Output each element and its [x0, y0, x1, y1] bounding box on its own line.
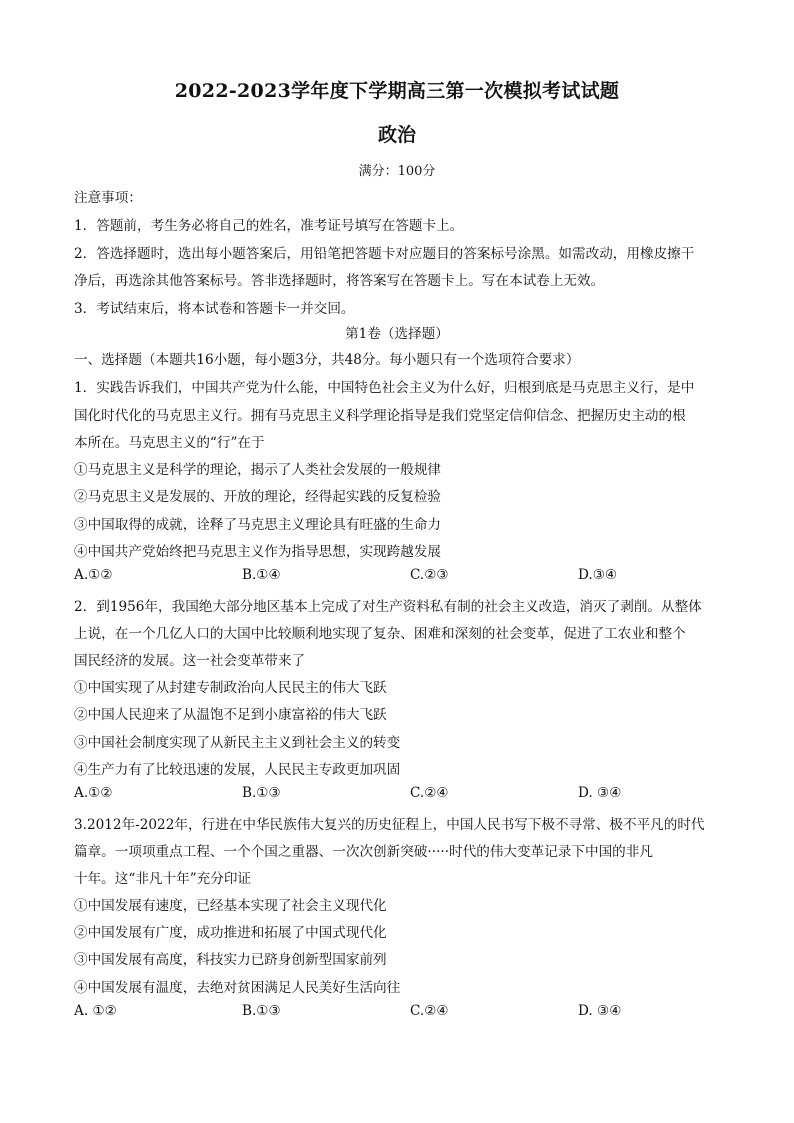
- question-stem: 1．实践告诉我们，中国共产党为什么能，中国特色社会主义为什么好，归根到底是马克思主义行，是中: [74, 380, 695, 396]
- question-stem: 国化时代化的马克思主义行。拥有马克思主义科学理论指导是我们党坚定信仰信念、把握历史主动的根: [74, 408, 686, 424]
- statement: ②中国人民迎来了从温饱不足到小康富裕的伟大飞跃: [74, 707, 387, 723]
- subject-title: 政治: [377, 124, 416, 146]
- option-b: B.①④: [242, 567, 281, 583]
- option-b: B.①③: [242, 1003, 281, 1019]
- question-stem: 十年。这“非凡十年”充分印证: [74, 871, 252, 887]
- option-a: A.①②: [74, 785, 113, 801]
- option-a: A. ①②: [74, 1003, 117, 1019]
- notes-heading: 注意事项：: [74, 190, 142, 206]
- option-d: D.③④: [578, 567, 618, 583]
- question-stem: 国民经济的发展。这一社会变革带来了: [74, 653, 306, 669]
- statement: ④生产力有了比较迅速的发展，人民民主专政更加巩固: [74, 762, 401, 778]
- option-a: A.①②: [74, 567, 113, 583]
- option-c: C.②④: [410, 1003, 449, 1019]
- volume-heading: 第1卷（选择题）: [345, 326, 449, 342]
- statement: ①中国实现了从封建专制政治向人民民主的伟大飞跃: [74, 680, 387, 696]
- option-c: C.②④: [410, 785, 449, 801]
- statement: ①中国发展有速度，已经基本实现了社会主义现代化: [74, 898, 387, 914]
- statement: ①马克思主义是科学的理论，揭示了人类社会发展的一般规律: [74, 462, 442, 478]
- question-stem: 篇章。一项项重点工程、一个个国之重器、一次次创新突破·····时代的伟大变革记录下中国的非凡: [74, 844, 653, 860]
- statement: ③中国取得的成就，诠释了马克思主义理论具有旺盛的生命力: [74, 517, 442, 533]
- note-line: 1．答题前，考生务必将自己的姓名，准考证号填写在答题卡上。: [74, 218, 464, 234]
- option-d: D. ③④: [578, 785, 622, 801]
- note-line: 2．答选择题时，选出每小题答案后，用铅笔把答题卡对应题目的答案标号涂黑。如需改动，用橡皮擦干: [74, 246, 695, 262]
- option-b: B.①③: [242, 785, 281, 801]
- question-stem: 本所在。马克思主义的“行”在于: [74, 435, 265, 451]
- question-stem: 2．到1956年，我国绝大部分地区基本上完成了对生产资料私有制的社会主义改造，消灭了剥削。从整体: [74, 599, 702, 615]
- statement: ③中国发展有高度，科技实力已跻身创新型国家前列: [74, 952, 387, 968]
- question-stem: 3.2012年-2022年，行进在中华民族伟大复兴的历史征程上，中国人民书写下极不寻常、极不平凡的时代: [74, 817, 705, 833]
- statement: ④中国发展有温度，去绝对贫困满足人民美好生活向往: [74, 980, 401, 996]
- note-line: 3．考试结束后，将本试卷和答题卡一并交回。: [74, 301, 355, 317]
- section-instruction: 一、选择题（本题共16小题，每小题3分，共48分。每小题只有一个选项符合要求）: [74, 352, 580, 368]
- statement: ④中国共产党始终把马克思主义作为指导思想，实现跨越发展: [74, 544, 442, 560]
- statement: ③中国社会制度实现了从新民主主义到社会主义的转变: [74, 735, 401, 751]
- option-d: D. ③④: [578, 1003, 622, 1019]
- question-stem: 上说，在一个几亿人口的大国中比较顺利地实现了复杂、困难和深刻的社会变革，促进了工农业和整个: [74, 626, 686, 642]
- option-c: C.②③: [410, 567, 449, 583]
- score-label: 满分：100分: [358, 164, 436, 179]
- exam-title: 2022-2023学年度下学期高三第一次模拟考试试题: [174, 80, 620, 102]
- note-line: 净后，再选涂其他答案标号。答非选择题时，将答案写在答题卡上。写在本试卷上无效。: [74, 273, 605, 289]
- statement: ②马克思主义是发展的、开放的理论，经得起实践的反复检验: [74, 489, 442, 505]
- statement: ②中国发展有广度，成功推进和拓展了中国式现代化: [74, 925, 387, 941]
